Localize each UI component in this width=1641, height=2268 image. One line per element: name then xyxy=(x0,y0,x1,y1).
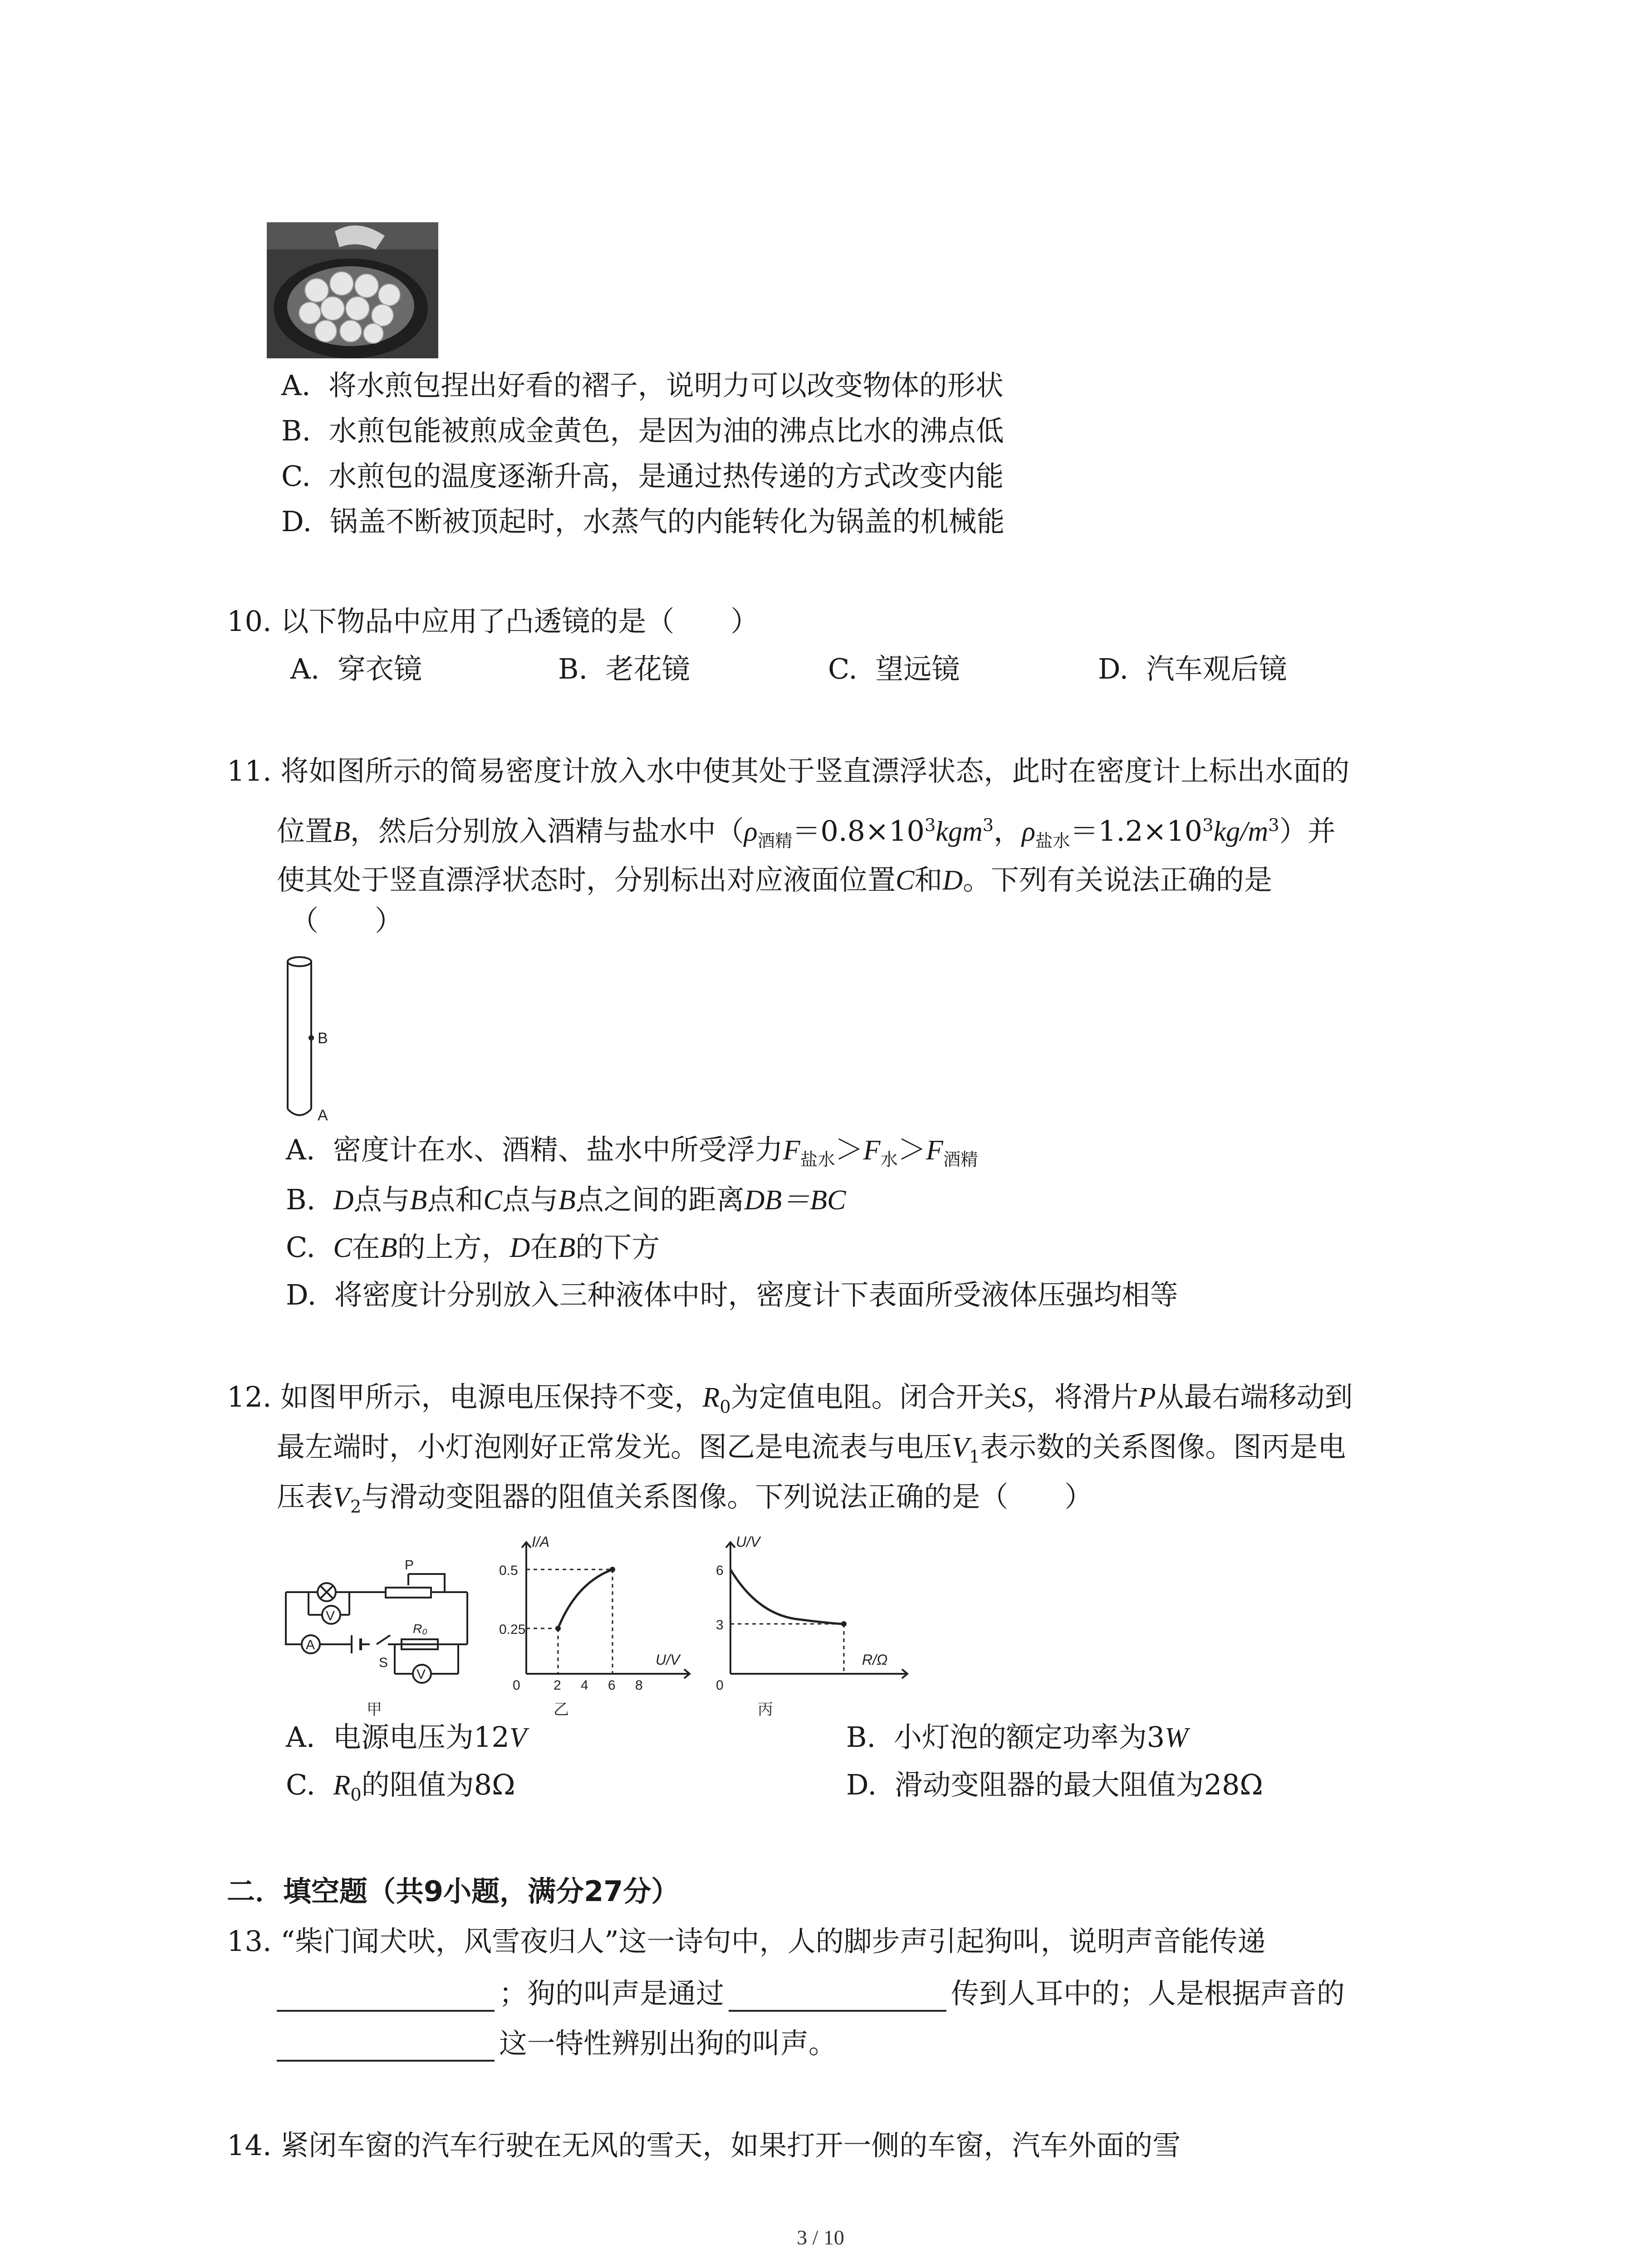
q10-option-b: B. 老花镜 xyxy=(558,652,690,685)
svg-text:A: A xyxy=(318,1107,328,1124)
hydrometer-figure xyxy=(272,953,345,1125)
svg-text:丙: 丙 xyxy=(758,1701,773,1718)
svg-text:0.5: 0.5 xyxy=(499,1563,518,1578)
q11-stem-line2: 位置B，然后分别放入酒精与盐水中（$\rho_{酒精}=0.8\times 10^3kgm^3$，$\rho_{盐水}=1.2\times 10^3kg/m^3$）并 xyxy=(277,814,1336,852)
svg-text:I/A: I/A xyxy=(532,1534,550,1550)
q11-option-d: D. 将密度计分别放入三种液体中时，密度计下表面所受液体压强均相等 xyxy=(286,1278,1178,1311)
q12-stem-line3: 压表$V_2$与滑动变阻器的阻值关系图像。下列说法正确的是（ ） xyxy=(277,1480,1093,1517)
q13-blank-1[interactable] xyxy=(277,1984,495,2012)
q9-option-a: A. 将水煎包捏出好看的褶子，说明力可以改变物体的形状 xyxy=(281,369,1004,402)
q12-stem-line1: 12. 如图甲所示，电源电压保持不变，$R_0$为定值电阻。闭合开关S，将滑片P从最右端移动到 xyxy=(227,1380,1353,1418)
q11-answer-paren: （ ） xyxy=(290,904,403,937)
svg-text:3: 3 xyxy=(716,1618,724,1633)
svg-text:U/V: U/V xyxy=(656,1652,680,1668)
svg-text:U/V: U/V xyxy=(736,1534,760,1550)
q14-stem-line1: 14. 紧闭车窗的汽车行驶在无风的雪天，如果打开一侧的车窗，汽车外面的雪 xyxy=(227,2129,1181,2162)
svg-text:0: 0 xyxy=(716,1678,724,1693)
graph-bing xyxy=(708,1533,916,1728)
svg-text:4: 4 xyxy=(581,1678,588,1693)
circuit-diagram-jia xyxy=(277,1542,485,1724)
graph-yi xyxy=(499,1533,699,1728)
svg-text:S: S xyxy=(379,1655,388,1670)
q11-option-b: B. D点与B点和C点与B点之间的距离DB＝BC xyxy=(286,1183,846,1216)
svg-text:2: 2 xyxy=(554,1678,561,1693)
svg-text:乙: 乙 xyxy=(554,1701,569,1718)
svg-text:8: 8 xyxy=(635,1678,643,1693)
q10-option-a: A. 穿衣镜 xyxy=(290,652,422,685)
q11-stem-line3: 使其处于竖直漂浮状态时，分别标出对应液面位置C和D。下列有关说法正确的是 xyxy=(277,863,1273,896)
q9-option-c: C. 水煎包的温度逐渐升高，是通过热传递的方式改变内能 xyxy=(281,459,1004,493)
q11-option-a: A. 密度计在水、酒精、盐水中所受浮力$F_{盐水}>F_水>F_{酒精}$ xyxy=(286,1133,978,1170)
q13-stem-line3: 这一特性辨别出狗的叫声。 xyxy=(272,2025,837,2062)
svg-text:6: 6 xyxy=(716,1563,724,1578)
q10-option-d: D. 汽车观后镜 xyxy=(1098,652,1287,685)
q12-stem-line2: 最左端时，小灯泡刚好正常发光。图乙是电流表与电压$V_1$表示数的关系图像。图丙是电 xyxy=(277,1430,1346,1467)
q13-blank-3[interactable] xyxy=(277,2034,495,2062)
q10-stem: 10. 以下物品中应用了凸透镜的是（ ） xyxy=(227,605,759,638)
svg-text:0: 0 xyxy=(513,1678,520,1693)
water-fried-bun-photo xyxy=(267,222,438,358)
page-number: 3 / 10 xyxy=(797,2226,844,2249)
q11-option-c: C. C在B的上方，D在B的下方 xyxy=(286,1231,660,1264)
svg-text:B: B xyxy=(318,1030,328,1047)
svg-text:A: A xyxy=(306,1637,315,1652)
svg-text:P: P xyxy=(405,1558,414,1573)
q12-option-c: C. $R_0$的阻值为8Ω xyxy=(286,1768,515,1805)
q12-option-b: B. 小灯泡的额定功率为3W xyxy=(846,1721,1188,1754)
q12-option-a: A. 电源电压为12V xyxy=(286,1721,527,1754)
q13-stem-line2: ；狗的叫声是通过 传到人耳中的；人是根据声音的 xyxy=(272,1975,1345,2012)
q13-blank-2[interactable] xyxy=(729,1984,946,2012)
svg-text:0.25: 0.25 xyxy=(499,1622,526,1637)
svg-text:V: V xyxy=(416,1667,426,1682)
svg-text:甲: 甲 xyxy=(367,1701,382,1718)
svg-text:R/Ω: R/Ω xyxy=(862,1652,888,1668)
svg-text:V: V xyxy=(326,1608,335,1623)
svg-text:6: 6 xyxy=(608,1678,616,1693)
q11-stem-line1: 11. 将如图所示的简易密度计放入水中使其处于竖直漂浮状态，此时在密度计上标出水面的 xyxy=(227,754,1350,787)
q9-option-d: D. 锅盖不断被顶起时，水蒸气的内能转化为锅盖的机械能 xyxy=(281,505,1005,538)
q13-stem-line1: 13. “柴门闻犬吠，风雪夜归人”这一诗句中，人的脚步声引起狗叫，说明声音能传递 xyxy=(227,1925,1266,1958)
section-2-title: 二．填空题（共9小题，满分27分） xyxy=(227,1875,680,1908)
q9-option-b: B. 水煎包能被煎成金黄色，是因为油的沸点比水的沸点低 xyxy=(281,414,1004,447)
svg-text:R₀: R₀ xyxy=(413,1622,428,1636)
q12-option-d: D. 滑动变阻器的最大阻值为28Ω xyxy=(846,1768,1263,1801)
q10-option-c: C. 望远镜 xyxy=(828,652,960,685)
